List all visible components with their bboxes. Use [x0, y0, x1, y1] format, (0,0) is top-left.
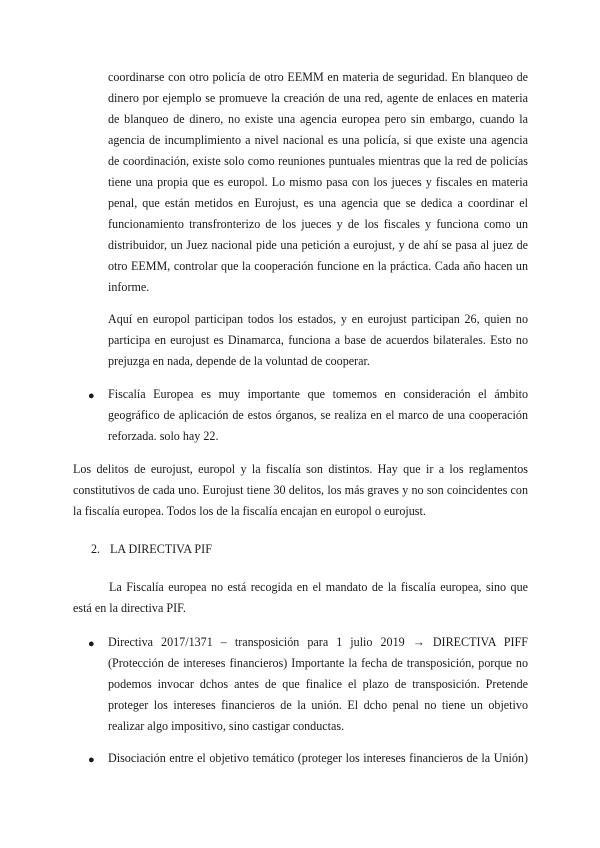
bullet-icon: ● — [88, 638, 95, 650]
text-line: tiene una propia que es europol. Lo mismo pasa con los jueces y fiscales en materia — [108, 175, 528, 189]
text-line: penal, que están metidos en Eurojust, es una agencia que se dedica a coordinar el — [108, 196, 528, 210]
text-line: la fiscalía europea. Todos los de la fiscalía encajan en europol o eurojust. — [73, 504, 426, 518]
text-line: reforzada. solo hay 22. — [108, 429, 219, 443]
paragraph-1 — [108, 67, 528, 298]
bullet-item-fiscalia — [108, 384, 528, 447]
text-line: agencia de incumplimiento a nivel nacional es una policía, si que existe una agencia — [108, 133, 528, 147]
text-line: está en la directiva PIF. — [73, 601, 186, 615]
bullet-icon: ● — [88, 754, 95, 766]
text-line: Fiscalía Europea es muy importante que tomemos en consideración el ámbito — [108, 387, 528, 401]
text-line: funcionamiento transfronterizo de los jueces y de los fiscales y funciona como un — [108, 217, 528, 231]
text-line: distribuidor, un Juez nacional pide una petición a eurojust, y de ahí se pasa al juez de — [108, 238, 528, 252]
text-line: constitutivos de cada uno. Eurojust tiene 30 delitos, los más graves y no son coincidentes con — [73, 483, 528, 497]
text-line: Directiva 2017/1371 – transposición para 1 julio 2019 → DIRECTIVA PIFF — [108, 635, 528, 649]
text-line: Los delitos de eurojust, europol y la fiscalía son distintos. Hay que ir a los reglamentos — [73, 462, 528, 476]
text-line: otro EEMM, controlar que la cooperación funcione en la práctica. Cada año hacen un — [108, 259, 528, 273]
bullet-icon: ● — [88, 390, 95, 402]
heading-number: 2. — [91, 542, 101, 556]
heading-title: LA DIRECTIVA PIF — [110, 542, 212, 556]
text-line: (Protección de intereses financieros) Importante la fecha de transposición, porque no — [108, 656, 528, 670]
text-line: realizar algo impositivo, sino castigar conductas. — [108, 719, 345, 733]
text-line: prejuzga en nada, depende de la voluntad de cooperar. — [108, 354, 370, 368]
section-heading — [91, 539, 212, 560]
text-line: coordinarse con otro policía de otro EEMM en materia de seguridad. En blanqueo de — [108, 70, 528, 84]
bullet-item-directiva — [108, 632, 528, 737]
text-line: podemos invocar dchos antes de que finalice el plazo de transposición. Pretende — [108, 677, 528, 691]
text-line: de coordinación, existe solo como reuniones puntuales mientras que la red de policías — [108, 154, 528, 168]
paragraph-4 — [73, 577, 528, 619]
text-line: Disociación entre el objetivo temático (proteger los intereses financieros de la Unión) — [108, 751, 528, 765]
text-line: participa en eurojust es Dinamarca, funciona a base de acuerdos bilaterales. Esto no — [108, 333, 528, 347]
text-line: informe. — [108, 280, 150, 294]
text-line: proteger los intereses financieros de la unión. El dcho penal no tiene un objetivo — [108, 698, 528, 712]
text-line: dinero por ejemplo se promueve la creación de una red, agente de enlaces en materia — [108, 91, 528, 105]
text-line: La Fiscalía europea no está recogida en el mandato de la fiscalía europea, sino que — [109, 580, 528, 594]
paragraph-3 — [73, 459, 528, 522]
text-line: geográfico de aplicación de estos órganos, se realiza en el marco de una cooperación — [108, 408, 528, 422]
text-line: Aquí en europol participan todos los estados, y en eurojust participan 26, quien no — [108, 312, 528, 326]
bullet-item-disociacion — [108, 748, 528, 769]
paragraph-2 — [108, 309, 528, 372]
text-line: de blanqueo de dinero, no existe una agencia europea pero sin embargo, cuando la — [108, 112, 528, 126]
